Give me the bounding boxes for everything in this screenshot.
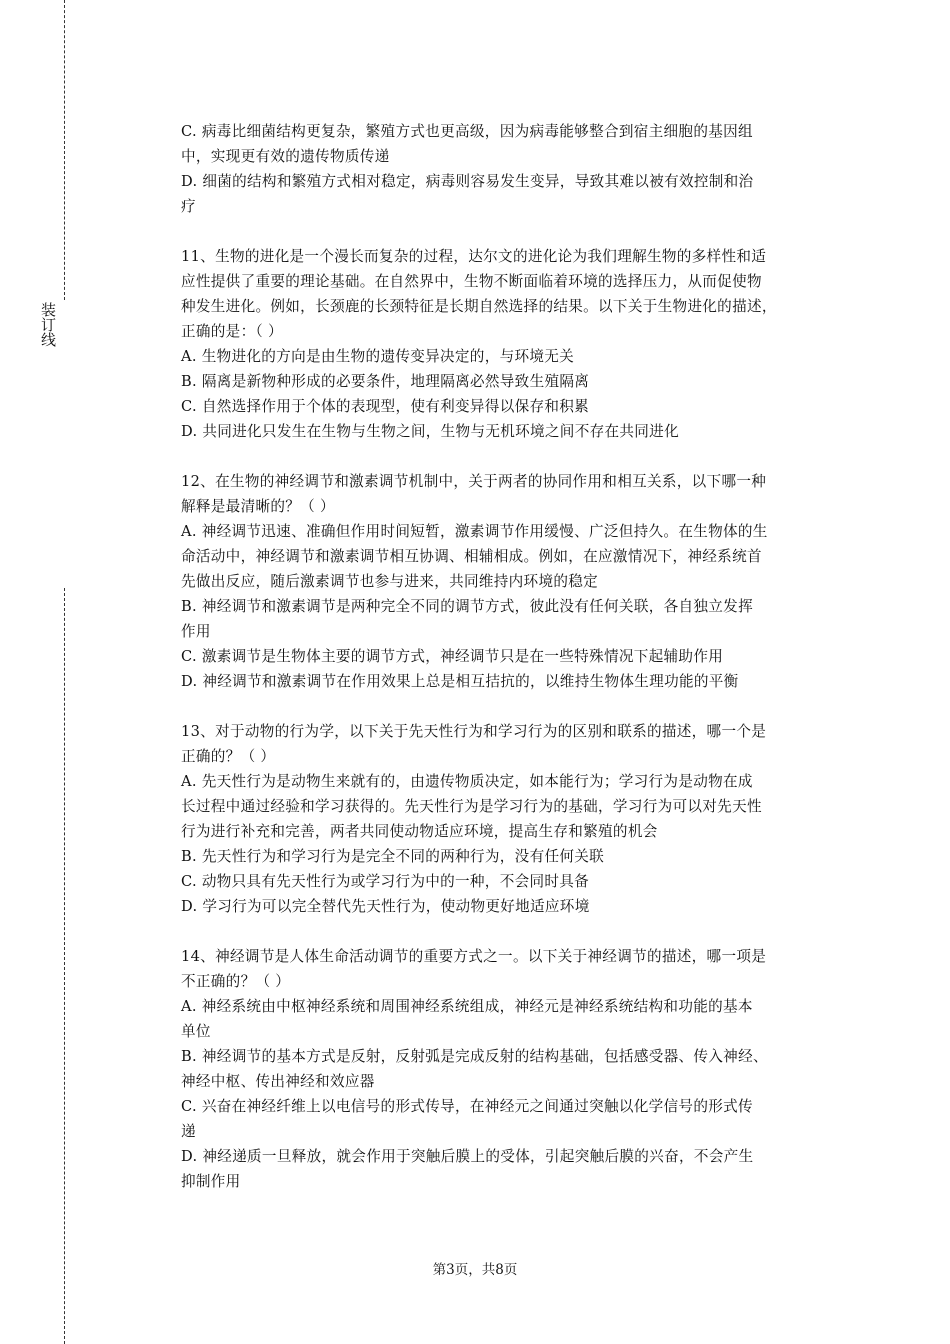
question-stem-line: 正确的是：（ ） — [181, 323, 283, 340]
binding-label: 装订线 — [39, 302, 57, 347]
option-a-cont: 单位 — [181, 1023, 211, 1040]
option-c: C. 动物只具有先天性行为或学习行为中的一种，不会同时具备 — [181, 873, 590, 890]
question-stem-line: 应性提供了重要的理论基础。在自然界中，生物不断面临着环境的选择压力，从而促使物 — [181, 273, 762, 290]
option-a: A. 神经调节迅速、准确但作用时间短暂，激素调节作用缓慢、广泛但持久。在生物体的生 — [181, 523, 768, 540]
binding-line-bottom — [64, 588, 65, 1344]
question-12 — [181, 469, 853, 694]
option-line: C. 病毒比细菌结构更复杂，繁殖方式也更高级，因为病毒能够整合到宿主细胞的基因组 — [181, 123, 753, 140]
binding-line-top — [64, 0, 65, 300]
option-d: D. 神经递质一旦释放，就会作用于突触后膜上的受体，引起突触后膜的兴奋，不会产生 — [181, 1148, 754, 1165]
question-stem-line: 种发生进化。例如，长颈鹿的长颈特征是长期自然选择的结果。以下关于生物进化的描述， — [181, 298, 777, 315]
option-line: 疗 — [181, 198, 196, 215]
option-a: A. 神经系统由中枢神经系统和周围神经系统组成，神经元是神经系统结构和功能的基本 — [181, 998, 753, 1015]
option-a-cont: 行为进行补充和完善，两者共同使动物适应环境，提高生存和繁殖的机会 — [181, 823, 658, 840]
option-a-cont: 先做出反应，随后激素调节也参与进来，共同维持内环境的稳定 — [181, 573, 599, 590]
question-stem-line: 11、生物的进化是一个漫长而复杂的过程，达尔文的进化论为我们理解生物的多样性和适 — [181, 248, 767, 265]
option-d-cont: 抑制作用 — [181, 1173, 241, 1190]
option-d: D. 神经调节和激素调节在作用效果上总是相互拮抗的，以维持生物体生理功能的平衡 — [181, 673, 739, 690]
option-b-cont: 作用 — [181, 623, 211, 640]
option-a: A. 先天性行为是动物生来就有的，由遗传物质决定，如本能行为；学习行为是动物在成 — [181, 773, 753, 790]
question-stem-line: 不正确的？（ ） — [181, 973, 291, 990]
question-stem-line: 正确的？（ ） — [181, 748, 276, 765]
option-block — [181, 169, 853, 219]
question-11 — [181, 244, 853, 444]
option-c: C. 兴奋在神经纤维上以电信号的形式传导，在神经元之间通过突触以化学信号的形式传 — [181, 1098, 753, 1115]
question-stem-line: 12、在生物的神经调节和激素调节机制中，关于两者的协同作用和相互关系，以下哪一种 — [181, 473, 767, 490]
page-content — [181, 119, 853, 1194]
option-d: D. 共同进化只发生在生物与生物之间，生物与无机环境之间不存在共同进化 — [181, 423, 679, 440]
option-a-cont: 长过程中通过经验和学习获得的。先天性行为是学习行为的基础，学习行为可以对先天性 — [181, 798, 762, 815]
option-d: D. 学习行为可以完全替代先天性行为，使动物更好地适应环境 — [181, 898, 590, 915]
option-line: D. 细菌的结构和繁殖方式相对稳定，病毒则容易发生变异，导致其难以被有效控制和治 — [181, 173, 754, 190]
option-c-cont: 递 — [181, 1123, 196, 1140]
question-stem-line: 解释是最清晰的？（ ） — [181, 498, 335, 515]
option-c: C. 激素调节是生物体主要的调节方式，神经调节只是在一些特殊情况下起辅助作用 — [181, 648, 724, 665]
option-a: A. 生物进化的方向是由生物的遗传变异决定的，与环境无关 — [181, 348, 575, 365]
option-b-cont: 神经中枢、传出神经和效应器 — [181, 1073, 375, 1090]
option-b: B. 神经调节的基本方式是反射，反射弧是完成反射的结构基础，包括感受器、传入神经、 — [181, 1048, 768, 1065]
option-b: B. 先天性行为和学习行为是完全不同的两种行为，没有任何关联 — [181, 848, 605, 865]
question-stem-line: 13、对于动物的行为学，以下关于先天性行为和学习行为的区别和联系的描述，哪一个是 — [181, 723, 767, 740]
option-line: 中，实现更有效的遗传物质传递 — [181, 148, 390, 165]
option-c: C. 自然选择作用于个体的表现型，使有利变异得以保存和积累 — [181, 398, 590, 415]
page-footer: 第3页，共8页 — [432, 1262, 518, 1278]
question-14 — [181, 944, 853, 1194]
question-stem-line: 14、神经调节是人体生命活动调节的重要方式之一。以下关于神经调节的描述，哪一项是 — [181, 948, 767, 965]
option-b: B. 神经调节和激素调节是两种完全不同的调节方式，彼此没有任何关联，各自独立发挥 — [181, 598, 753, 615]
question-13 — [181, 719, 853, 919]
option-a-cont: 命活动中，神经调节和激素调节相互协调、相辅相成。例如，在应激情况下，神经系统首 — [181, 548, 762, 565]
option-b: B. 隔离是新物种形成的必要条件，地理隔离必然导致生殖隔离 — [181, 373, 590, 390]
option-block — [181, 119, 853, 169]
